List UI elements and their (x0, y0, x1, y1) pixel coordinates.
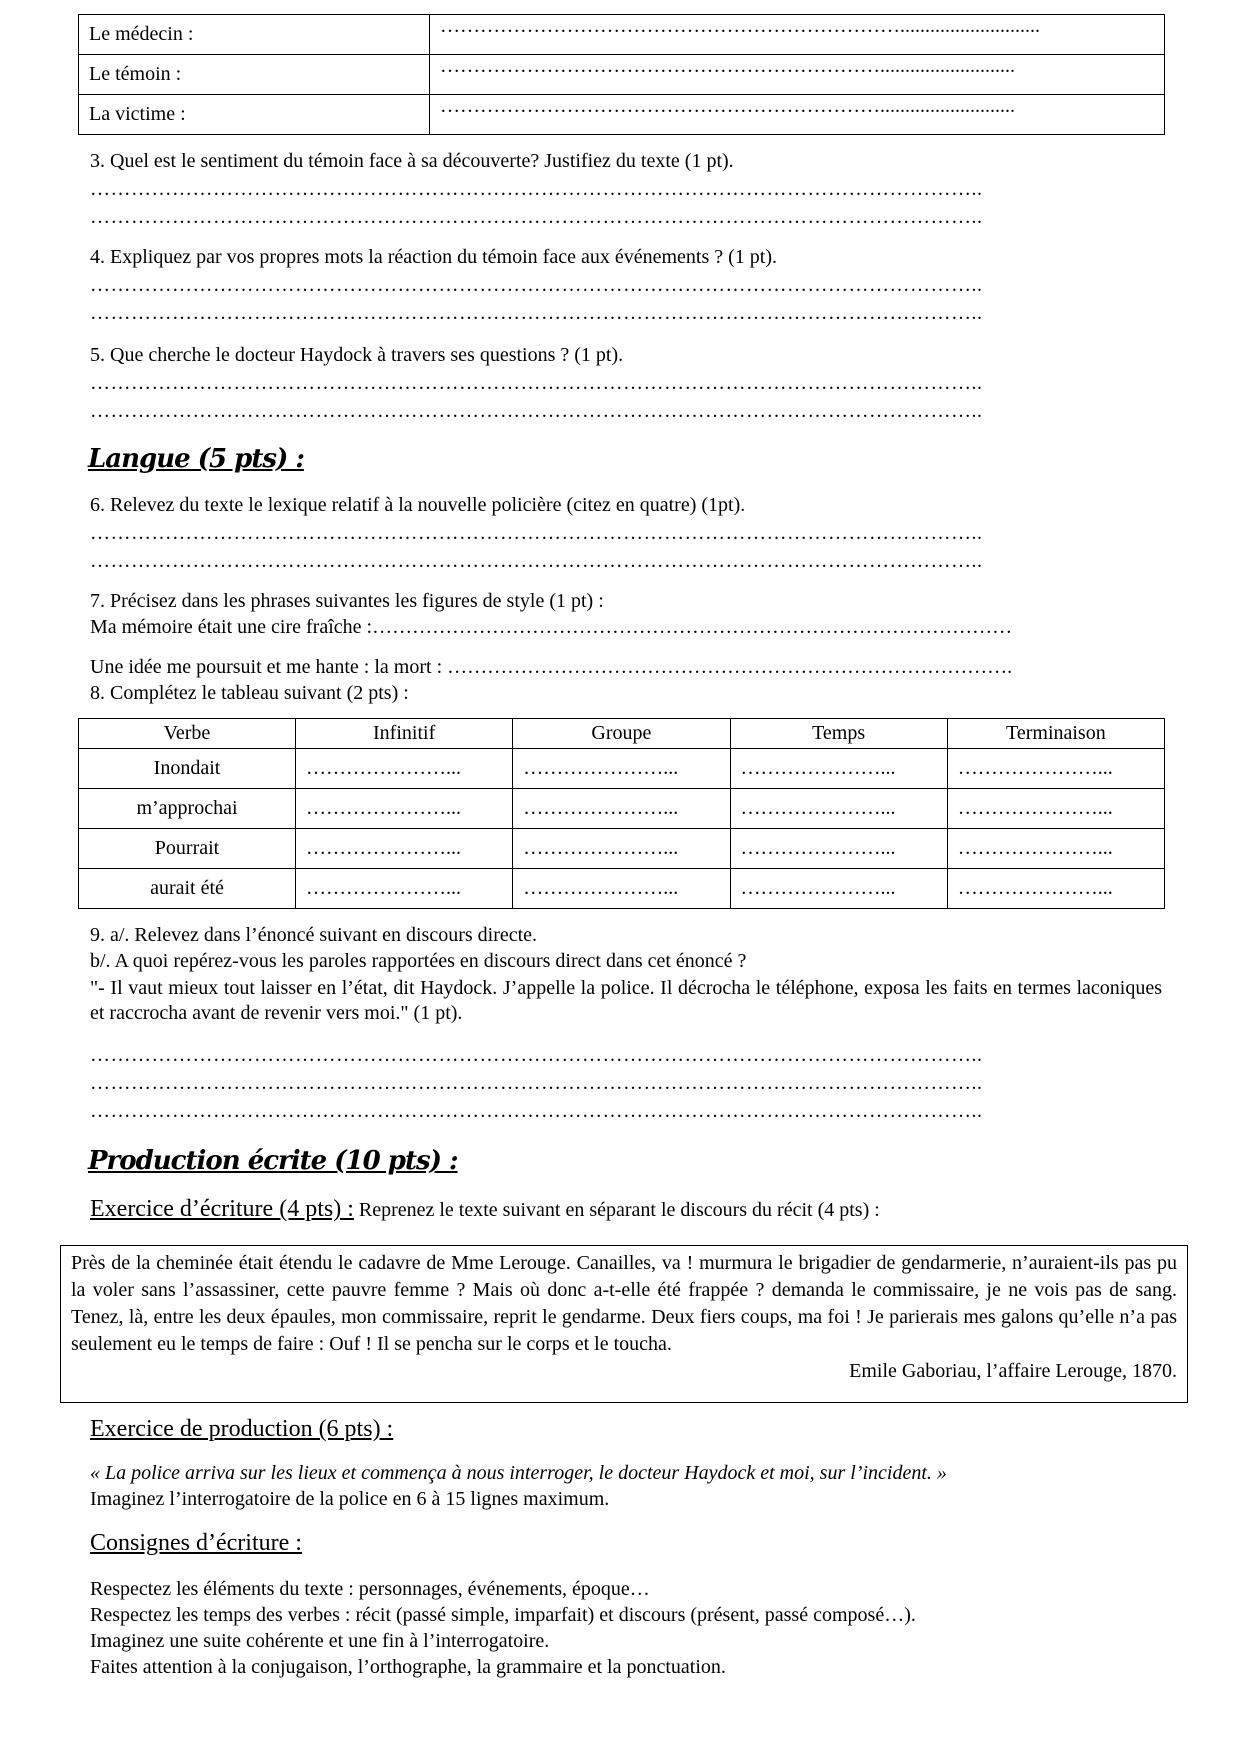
answer-line[interactable]: ………………………………………………………………………………………………………………….. (90, 302, 983, 324)
exercise-2-title: Exercice de production (6 pts) : (90, 1416, 394, 1442)
row-label-medecin: Le médecin : (79, 15, 430, 55)
verb-table-header: Verbe (79, 719, 296, 749)
question-9a: 9. a/. Relevez dans l’énoncé suivant en discours directe. (90, 924, 538, 946)
section-heading-langue: Langue (5 pts) : (88, 444, 304, 474)
answer-line[interactable]: ………………………………………………………………………………………………………………….. (90, 178, 983, 200)
verb-cell: Inondait (79, 749, 296, 789)
blank-cell[interactable]: …………………... (947, 829, 1164, 869)
figure-sentence-2[interactable]: Une idée me poursuit et me hante : la mort : …………………………………………………………………………. (90, 656, 1013, 678)
answer-line[interactable]: ………………………………………………………………………………………………………………….. (90, 550, 983, 572)
blank-cell[interactable]: …………………... (296, 789, 513, 829)
consigne-item: Faites attention à la conjugaison, l’orthographe, la grammaire et la ponctuation. (90, 1656, 726, 1678)
verb-cell: m’approchai (79, 789, 296, 829)
blank-cell[interactable]: …………………... (947, 749, 1164, 789)
answer-line[interactable]: ………………………………………………………………………………………………………………….. (90, 1044, 983, 1066)
blank-cell[interactable]: …………………... (947, 869, 1164, 909)
section-heading-production: Production écrite (10 pts) : (88, 1146, 458, 1176)
question-8: 8. Complétez le tableau suivant (2 pts) : (90, 682, 409, 704)
blank-cell[interactable]: …………………... (513, 749, 730, 789)
blank-cell[interactable]: …………………... (296, 869, 513, 909)
exercise-1-instruction: Reprenez le texte suivant en séparant le discours du récit (4 pts) : (353, 1199, 880, 1221)
exercise-1-text-box (60, 1245, 1188, 1403)
answer-line[interactable]: ………………………………………………………………………………………………………………….. (90, 1100, 983, 1122)
verb-table-header: Temps (730, 719, 947, 749)
verb-table (78, 718, 1165, 909)
blank-cell[interactable]: …………………... (513, 789, 730, 829)
exercise-1-text: Près de la cheminée était étendu le cadavre de Mme Lerouge. Canailles, va ! murmura le brigadier de gendarmerie, n’auraient-ils pas pu la voler sans l’assassiner, cette pauvre femme ? Mais où donc a-t-elle été frappée ? demanda le commissaire, je ne vois pas de sang. Tenez, là, entre les deux épaules, mon commissaire, reprit le gendarme. Deux fiers coups, ma foi ! Je parierais mes galons qu’elle n’a pas seulement eu le temps de faire : Ouf ! Il se pencha sur le corps et le toucha. (71, 1252, 1177, 1355)
blank-cell[interactable]: …………………... (296, 829, 513, 869)
question-4: 4. Expliquez par vos propres mots la réaction du témoin face aux événements ? (1 pt). (90, 246, 777, 268)
question-9b: b/. A quoi repérez-vous les paroles rapportées en discours direct dans cet énoncé ? (90, 950, 747, 972)
figure-sentence-1[interactable]: Ma mémoire était une cire fraîche :…………………………………………………………………………………… (90, 616, 1013, 638)
verb-table-header: Infinitif (296, 719, 513, 749)
row-answer-victime[interactable]: …………………………………………………………........................... (430, 95, 1165, 135)
question-7: 7. Précisez dans les phrases suivantes les figures de style (1 pt) : (90, 590, 604, 612)
blank-cell[interactable]: …………………... (730, 869, 947, 909)
row-answer-medecin[interactable]: ……………………………………………………………............................ (430, 15, 1165, 55)
exercise-1-header (90, 1196, 880, 1223)
identity-table (78, 14, 1165, 135)
blank-cell[interactable]: …………………... (513, 829, 730, 869)
exercise-2-instruction: Imaginez l’interrogatoire de la police en 6 à 15 lignes maximum. (90, 1488, 610, 1510)
question-5: 5. Que cherche le docteur Haydock à travers ses questions ? (1 pt). (90, 344, 624, 366)
exercise-1-source: Emile Gaboriau, l’affaire Lerouge, 1870. (849, 1360, 1177, 1382)
exercise-2-quote: « La police arriva sur les lieux et commença à nous interroger, le docteur Haydock et moi, sur l’incident. » (90, 1462, 947, 1484)
blank-cell[interactable]: …………………... (296, 749, 513, 789)
row-label-temoin: Le témoin : (79, 55, 430, 95)
answer-line[interactable]: ………………………………………………………………………………………………………………….. (90, 206, 983, 228)
consigne-item: Imaginez une suite cohérente et une fin à l’interrogatoire. (90, 1630, 550, 1652)
exercise-1-title: Exercice d’écriture (4 pts) : (90, 1196, 354, 1222)
answer-line[interactable]: ………………………………………………………………………………………………………………….. (90, 400, 983, 422)
verb-table-header: Terminaison (947, 719, 1164, 749)
blank-cell[interactable]: …………………... (730, 789, 947, 829)
verb-cell: aurait été (79, 869, 296, 909)
answer-line[interactable]: ………………………………………………………………………………………………………………….. (90, 522, 983, 544)
blank-cell[interactable]: …………………... (513, 869, 730, 909)
question-6: 6. Relevez du texte le lexique relatif à la nouvelle policière (citez en quatre) (1pt). (90, 494, 746, 516)
verb-cell: Pourrait (79, 829, 296, 869)
consigne-item: Respectez les temps des verbes : récit (passé simple, imparfait) et discours (présent, passé composé…). (90, 1604, 916, 1626)
verb-table-header: Groupe (513, 719, 730, 749)
answer-line[interactable]: ………………………………………………………………………………………………………………….. (90, 372, 983, 394)
question-3: 3. Quel est le sentiment du témoin face à sa découverte? Justifiez du texte (1 pt). (90, 150, 734, 172)
blank-cell[interactable]: …………………... (730, 749, 947, 789)
consignes-title: Consignes d’écriture : (90, 1530, 302, 1556)
row-label-victime: La victime : (79, 95, 430, 135)
blank-cell[interactable]: …………………... (947, 789, 1164, 829)
answer-line[interactable]: ………………………………………………………………………………………………………………….. (90, 274, 983, 296)
answer-line[interactable]: ………………………………………………………………………………………………………………….. (90, 1072, 983, 1094)
blank-cell[interactable]: …………………... (730, 829, 947, 869)
consigne-item: Respectez les éléments du texte : personnages, événements, époque… (90, 1578, 650, 1600)
row-answer-temoin[interactable]: …………………………………………………………........................... (430, 55, 1165, 95)
question-9-quote: "- Il vaut mieux tout laisser en l’état, dit Haydock. J’appelle la police. Il décrocha le téléphone, exposa les faits en termes laconiques et raccrocha avant de revenir vers moi." (1 pt). (90, 977, 1162, 1024)
